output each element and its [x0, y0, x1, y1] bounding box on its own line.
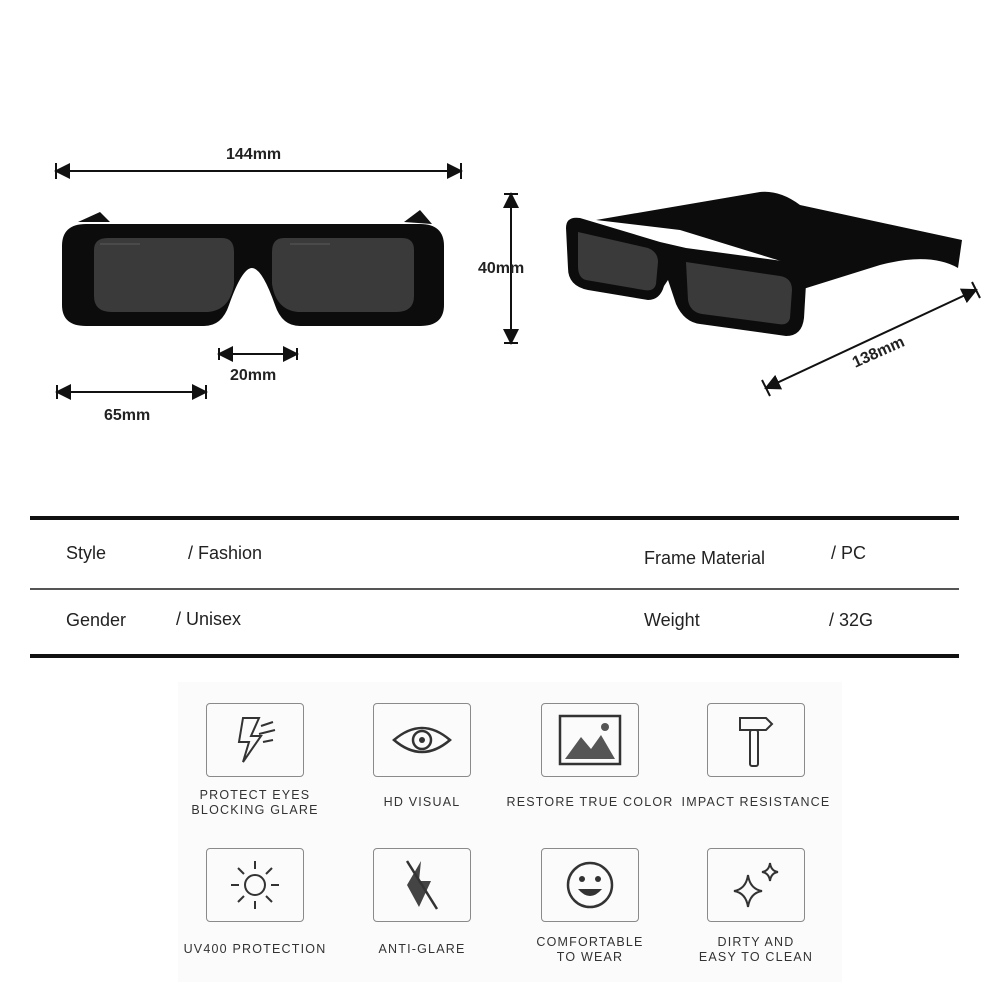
feature-protect-eyes [206, 703, 304, 777]
feature-uv400 [206, 848, 304, 922]
product-diagram [0, 0, 1000, 500]
feature-caption-true-color: RESTORE TRUE COLOR [506, 795, 674, 809]
feature-caption-impact-resistance: IMPACT RESISTANCE [681, 795, 831, 809]
sun-icon [227, 857, 283, 913]
total-width-label: 144mm [226, 146, 282, 163]
spec-bottom-rule [30, 654, 959, 658]
smiley-icon [564, 859, 616, 911]
lightning-icon [225, 712, 285, 768]
feature-caption-hd-visual: HD VISUAL [383, 795, 461, 809]
feature-caption-easy-clean: DIRTY AND EASY TO CLEAN [698, 935, 814, 964]
lens-width-label: 65mm [104, 407, 151, 424]
left-lens [94, 238, 234, 312]
sparkle-icon [726, 857, 786, 913]
feature-easy-clean [707, 848, 805, 922]
right-lens [272, 238, 414, 312]
feature-caption-anti-glare: ANTI-GLARE [378, 942, 466, 956]
spec-middle-rule [30, 588, 959, 590]
bridge-label: 20mm [230, 367, 277, 384]
hammer-icon [736, 710, 776, 770]
material-value: / PC [831, 543, 867, 563]
landscape-image-icon [557, 713, 623, 767]
material-label: Frame Material [644, 548, 766, 568]
feature-comfortable [541, 848, 639, 922]
anti-glare-icon [397, 855, 447, 915]
weight-value: / 32G [829, 610, 874, 630]
feature-anti-glare [373, 848, 471, 922]
feature-caption-uv400: UV400 PROTECTION [183, 942, 327, 956]
style-value: / Fashion [188, 543, 263, 563]
spec-top-rule [30, 516, 959, 520]
gender-label: Gender [66, 610, 127, 630]
weight-label: Weight [644, 610, 700, 630]
style-label: Style [66, 543, 107, 563]
feature-hd-visual [373, 703, 471, 777]
eye-icon [390, 720, 454, 760]
feature-true-color [541, 703, 639, 777]
feature-caption-protect-eyes: PROTECT EYES BLOCKING GLARE [191, 788, 319, 817]
height-label: 40mm [478, 260, 525, 277]
side-view-glasses [566, 192, 962, 336]
gender-value: / Unisex [176, 609, 242, 629]
feature-caption-comfortable: COMFORTABLE TO WEAR [536, 935, 644, 964]
front-view-glasses [62, 210, 444, 326]
temple-length-label: 138mm [850, 333, 908, 372]
feature-impact-resistance [707, 703, 805, 777]
